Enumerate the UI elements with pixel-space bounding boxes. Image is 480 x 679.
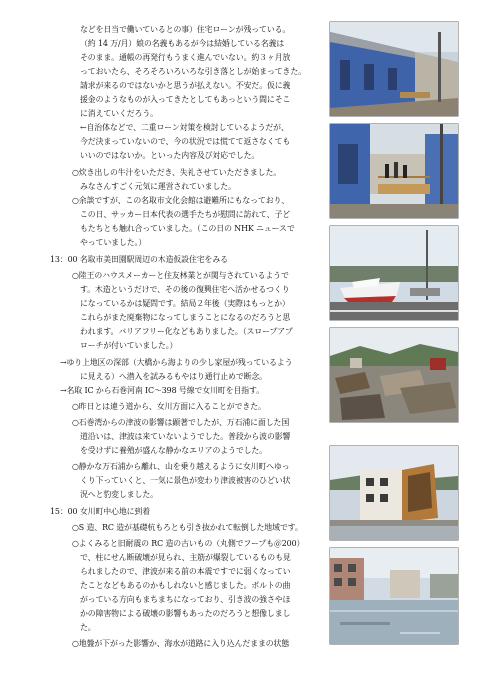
text-line: われます。バリアフリー化などもありました。（スロープアプ bbox=[80, 327, 293, 336]
text-line: 道沿いは、津波は来ていないようでした。普段から波の影響 bbox=[80, 432, 291, 441]
text-line: （約 14 万/月）娘の名義もあるが今は結婚している名義は bbox=[80, 39, 285, 48]
text-line: ○地盤が下がった影響か、海水が道路に入り込んだままの状態 bbox=[72, 639, 290, 648]
section-heading: 15：00 女川町中心地に到着 bbox=[50, 507, 150, 516]
text-line: ○静かな万石浦から離れ、山を乗り越えるように女川町へゆっ bbox=[72, 462, 290, 471]
text-line: す。木造というだけで、その後の復興住宅へ活かせるつくり bbox=[80, 285, 290, 294]
overturned-building-photo bbox=[330, 446, 458, 540]
text-line: →名取 IC から石巻河南 IC～398 号線で女川町を目指す。 bbox=[60, 386, 264, 395]
debris-field-photo bbox=[330, 328, 458, 422]
text-line: ○石巻湾からの津波の影響は顕著でしたが、万石浦に面した国 bbox=[72, 418, 290, 427]
text-line: くり下っていくと、一気に景色が変わり津波被害のひどい状 bbox=[80, 476, 291, 485]
text-line: この日、サッカー日本代表の選手たちが慰問に訪れて、子ど bbox=[80, 210, 291, 219]
text-line: に見える）へ潜入を試みるもやはり通行止めで断念。 bbox=[80, 372, 267, 381]
text-line: みなさんすごく元気に運営されていました。 bbox=[80, 182, 236, 191]
text-line: などを日当で働いているとの事）住宅ローンが残っている。 bbox=[80, 25, 291, 34]
text-line: ○昨日とは違う道から、女川方面に入ることができた。 bbox=[72, 402, 266, 411]
section-heading: 13：00 名取市美田園駅周辺の木造仮設住宅をみる bbox=[50, 255, 228, 264]
text-line: ○よくみると旧耐震の RC 造の古いもの（丸側でフープも＠200） bbox=[72, 539, 305, 548]
text-line: 援金のようなものが入ってきたとしてもあっという間にそこ bbox=[80, 95, 291, 104]
text-line: 況へと豹変しました。 bbox=[80, 490, 158, 499]
text-line: に消えていくだろう。 bbox=[80, 109, 158, 118]
text-line: た。 bbox=[80, 623, 96, 632]
text-line: →ゆり上地区の深部（大橋から海よりの少し家屋が残っているよう bbox=[60, 358, 293, 367]
text-line: そのまま。通帳の再発行もうまく進んでいない。約３ヶ月放 bbox=[80, 53, 291, 62]
flooded-road-photo bbox=[330, 548, 458, 644]
text-line: られましたので、津波が来る前の本震ですでに弱くなってい bbox=[80, 567, 291, 576]
text-line: を受けずに養殖が盛んな静かなエリアのようでした。 bbox=[80, 446, 267, 455]
text-line: がっている方向もまちまちになっており、引き波の強さやほ bbox=[80, 595, 291, 604]
stranded-boat-photo bbox=[330, 226, 458, 320]
text-line: になっているかは疑問です。結局２年後（実際はもっとか） bbox=[80, 299, 290, 308]
text-line: で、柱にせん断破壊が見られ、主筋が爆裂しているものも見 bbox=[80, 553, 291, 562]
text-line: ○余談ですが、この名取市文化会館は避難所にもなっており、 bbox=[72, 196, 290, 205]
text-line: ローチが付いていました。） bbox=[80, 341, 178, 350]
text-line: たことなどもあるのかもしれないと感じました。ボルトの曲 bbox=[80, 581, 291, 590]
temporary-housing-photo bbox=[330, 22, 458, 116]
text-line: やっていました。） bbox=[80, 238, 147, 247]
text-line: 請求が来るのではないかと思うが払えない。不安だ。仮に義 bbox=[80, 81, 291, 90]
text-line: ○陸王のハウスメーカーと住友林業とが関与されているようで bbox=[72, 271, 289, 280]
text-line: いいのではないか。といった内容及び対応でした。 bbox=[80, 151, 260, 160]
text-line: これらがまた廃棄物になってしまうことになるのだろうと思 bbox=[80, 313, 291, 322]
text-line: もたちとも触れ合っていました。（この日の NHK ニュースで bbox=[80, 224, 295, 233]
text-line: っておいたら、そろそろいろいろな引き落としが始まってきた。 bbox=[80, 67, 306, 76]
housing-deck-photo bbox=[330, 124, 458, 218]
text-line: 今だ決まっていないので、今の状況では慌てて返さなくても bbox=[80, 137, 291, 146]
text-line: ←自治体などで、二重ローン対策を検討しているようだが、 bbox=[80, 123, 289, 132]
text-line: かの障害物による破壊の影響もあったのだろうと想像しまし bbox=[80, 609, 291, 618]
text-line: ○炊き出しの牛汁をいただき、失礼させていただきました。 bbox=[72, 168, 282, 177]
text-line: ○S 造、RC 造が基礎杭もろとも引き抜かれて転倒した地域です。 bbox=[72, 523, 303, 532]
